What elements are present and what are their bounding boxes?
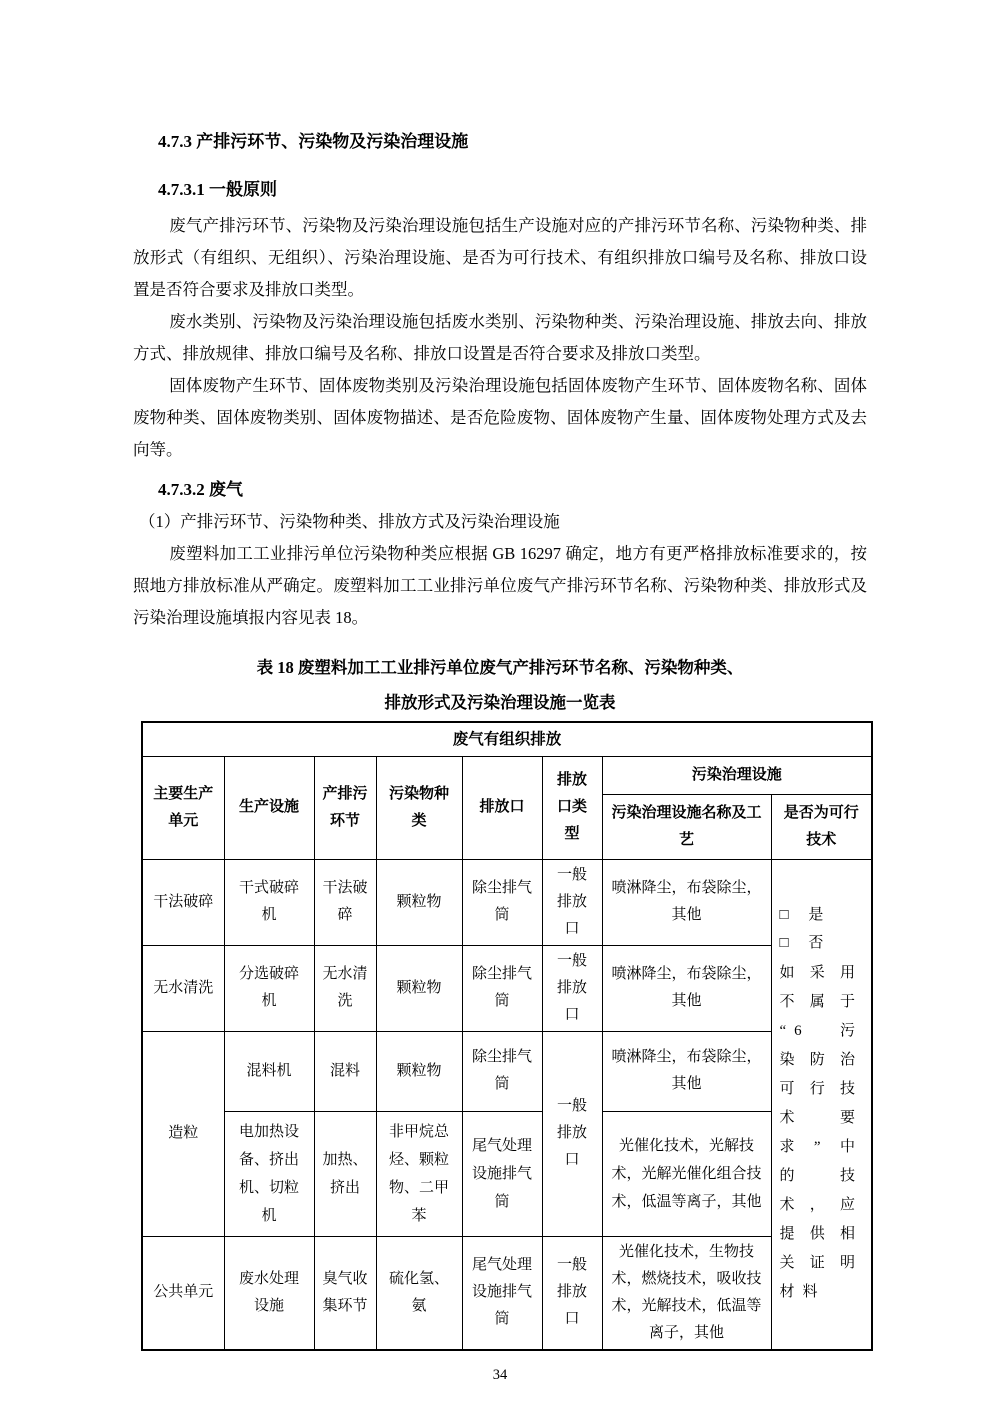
cell-unit: 造粒 — [142, 1031, 224, 1236]
cell-stage: 混料 — [314, 1031, 376, 1111]
header-stage: 产排污环节 — [314, 756, 376, 859]
cell-outlet: 除尘排气筒 — [462, 859, 542, 945]
header-outlet: 排放口 — [462, 756, 542, 859]
cell-treatment: 喷淋降尘，布袋除尘，其他 — [602, 945, 771, 1031]
cell-treatment: 光催化技术，生物技术，燃烧技术，吸收技术，光解技术，低温等离子，其他 — [602, 1236, 771, 1350]
table-caption-line1: 表 18 废塑料加工工业排污单位废气产排污环节名称、污染物种类、 — [256, 658, 744, 677]
cell-facility: 废水处理设施 — [224, 1236, 314, 1350]
paragraph-solid-waste-scope: 固体废物产生环节、固体废物类别及污染治理设施包括固体废物产生环节、固体废物名称、固体废物种类、固体废物类别、固体废物描述、是否危险废物、固体废物产生量、固体废物处理方式及去向等。 — [133, 376, 867, 459]
feasibility-note: 如采用不属于“6 污染防治可行技术要求”中的技术，应提供相关证明材料 — [779, 965, 864, 1300]
cell-treatment: 喷淋降尘，布袋除尘，其他 — [602, 1031, 771, 1111]
cell-stage: 干法破碎 — [314, 859, 376, 945]
list-item-1: （1）产排污环节、污染物种类、排放方式及污染治理设施 — [139, 512, 560, 531]
cell-unit: 无水清洗 — [142, 945, 224, 1031]
header-outlet-type: 排放口类型 — [542, 756, 602, 859]
cell-stage: 臭气收集环节 — [314, 1236, 376, 1350]
feasibility-no-option — [780, 929, 864, 957]
table-caption-line2: 排放形式及污染治理设施一览表 — [384, 693, 616, 712]
heading-general-principles: 4.7.3.1 一般原则 — [158, 180, 277, 199]
checkbox-yes-icon: □ — [779, 907, 797, 923]
cell-pollutants: 硫化氢、氨 — [376, 1236, 462, 1350]
feasibility-yes-option — [780, 901, 864, 929]
cell-stage: 加热、挤出 — [314, 1111, 376, 1236]
cell-treatment: 喷淋降尘，布袋除尘，其他 — [602, 859, 771, 945]
table-18-organized-emissions — [141, 721, 873, 1351]
cell-outlet-type: 一般排放口 — [542, 859, 602, 945]
cell-pollutants: 颗粒物 — [376, 1031, 462, 1111]
cell-outlet-type: 一般排放口 — [542, 945, 602, 1031]
cell-treatment: 光催化技术，光解技术，光解光催化组合技术，低温等离子，其他 — [602, 1111, 771, 1236]
cell-outlet-type: 一般排放口 — [542, 1236, 602, 1350]
paragraph-waste-gas-scope: 废气产排污环节、污染物及污染治理设施包括生产设施对应的产排污环节名称、污染物种类、排放形式（有组织、无组织）、污染治理设施、是否为可行技术、有组织排放口编号及名称、排放口设置是否符合要求及排放口类型。 — [133, 216, 867, 299]
table-banner-row — [142, 722, 872, 756]
table-row-granulation-extrusion — [142, 1111, 872, 1236]
cell-outlet: 尾气处理设施排气筒 — [462, 1111, 542, 1236]
table-row-dry-crushing — [142, 859, 872, 945]
cell-pollutants: 颗粒物 — [376, 945, 462, 1031]
cell-outlet-type: 一般排放口 — [542, 1031, 602, 1236]
cell-facility: 分选破碎机 — [224, 945, 314, 1031]
table-banner: 废气有组织排放 — [142, 722, 872, 756]
cell-unit: 公共单元 — [142, 1236, 224, 1350]
cell-outlet: 除尘排气筒 — [462, 945, 542, 1031]
cell-outlet: 除尘排气筒 — [462, 1031, 542, 1111]
cell-facility: 干式破碎机 — [224, 859, 314, 945]
header-treatment-group: 污染治理设施 — [602, 756, 872, 794]
table-row-granulation-mixing — [142, 1031, 872, 1111]
heading-waste-gas: 4.7.3.2 废气 — [158, 480, 243, 499]
table-row-waterless-cleaning — [142, 945, 872, 1031]
cell-facility: 电加热设备、挤出机、切粒机 — [224, 1111, 314, 1236]
cell-pollutants: 颗粒物 — [376, 859, 462, 945]
cell-facility: 混料机 — [224, 1031, 314, 1111]
page-number: 34 — [492, 1366, 508, 1383]
checkbox-no-icon: □ — [779, 935, 797, 951]
cell-feasibility — [771, 859, 872, 1350]
header-treatment-name: 污染治理设施名称及工艺 — [602, 794, 771, 859]
cell-pollutants: 非甲烷总烃、颗粒物、二甲苯 — [376, 1111, 462, 1236]
feasibility-yes-label: 是 — [808, 907, 832, 923]
header-feasible: 是否为可行技术 — [771, 794, 872, 859]
heading-section: 4.7.3 产排污环节、污染物及污染治理设施 — [158, 132, 469, 151]
header-main-unit: 主要生产单元 — [142, 756, 224, 859]
feasibility-no-label: 否 — [808, 935, 832, 951]
cell-outlet: 尾气处理设施排气筒 — [462, 1236, 542, 1350]
table-header-row-top — [142, 756, 872, 794]
paragraph-waste-water-scope: 废水类别、污染物及污染治理设施包括废水类别、污染物种类、污染治理设施、排放去向、排放方式、排放规律、排放口编号及名称、排放口设置是否符合要求及排放口类型。 — [133, 312, 867, 363]
cell-stage: 无水清洗 — [314, 945, 376, 1031]
header-facility: 生产设施 — [224, 756, 314, 859]
paragraph-gb16297: 废塑料加工工业排污单位污染物种类应根据 GB 16297 确定，地方有更严格排放标准要求的，按照地方排放标准从严确定。废塑料加工工业排污单位废气产排污环节名称、污染物种类、排放形式及污染治理设施填报内容见表 18。 — [133, 544, 867, 627]
table-row-public-unit — [142, 1236, 872, 1350]
header-pollutants: 污染物种类 — [376, 756, 462, 859]
cell-unit: 干法破碎 — [142, 859, 224, 945]
